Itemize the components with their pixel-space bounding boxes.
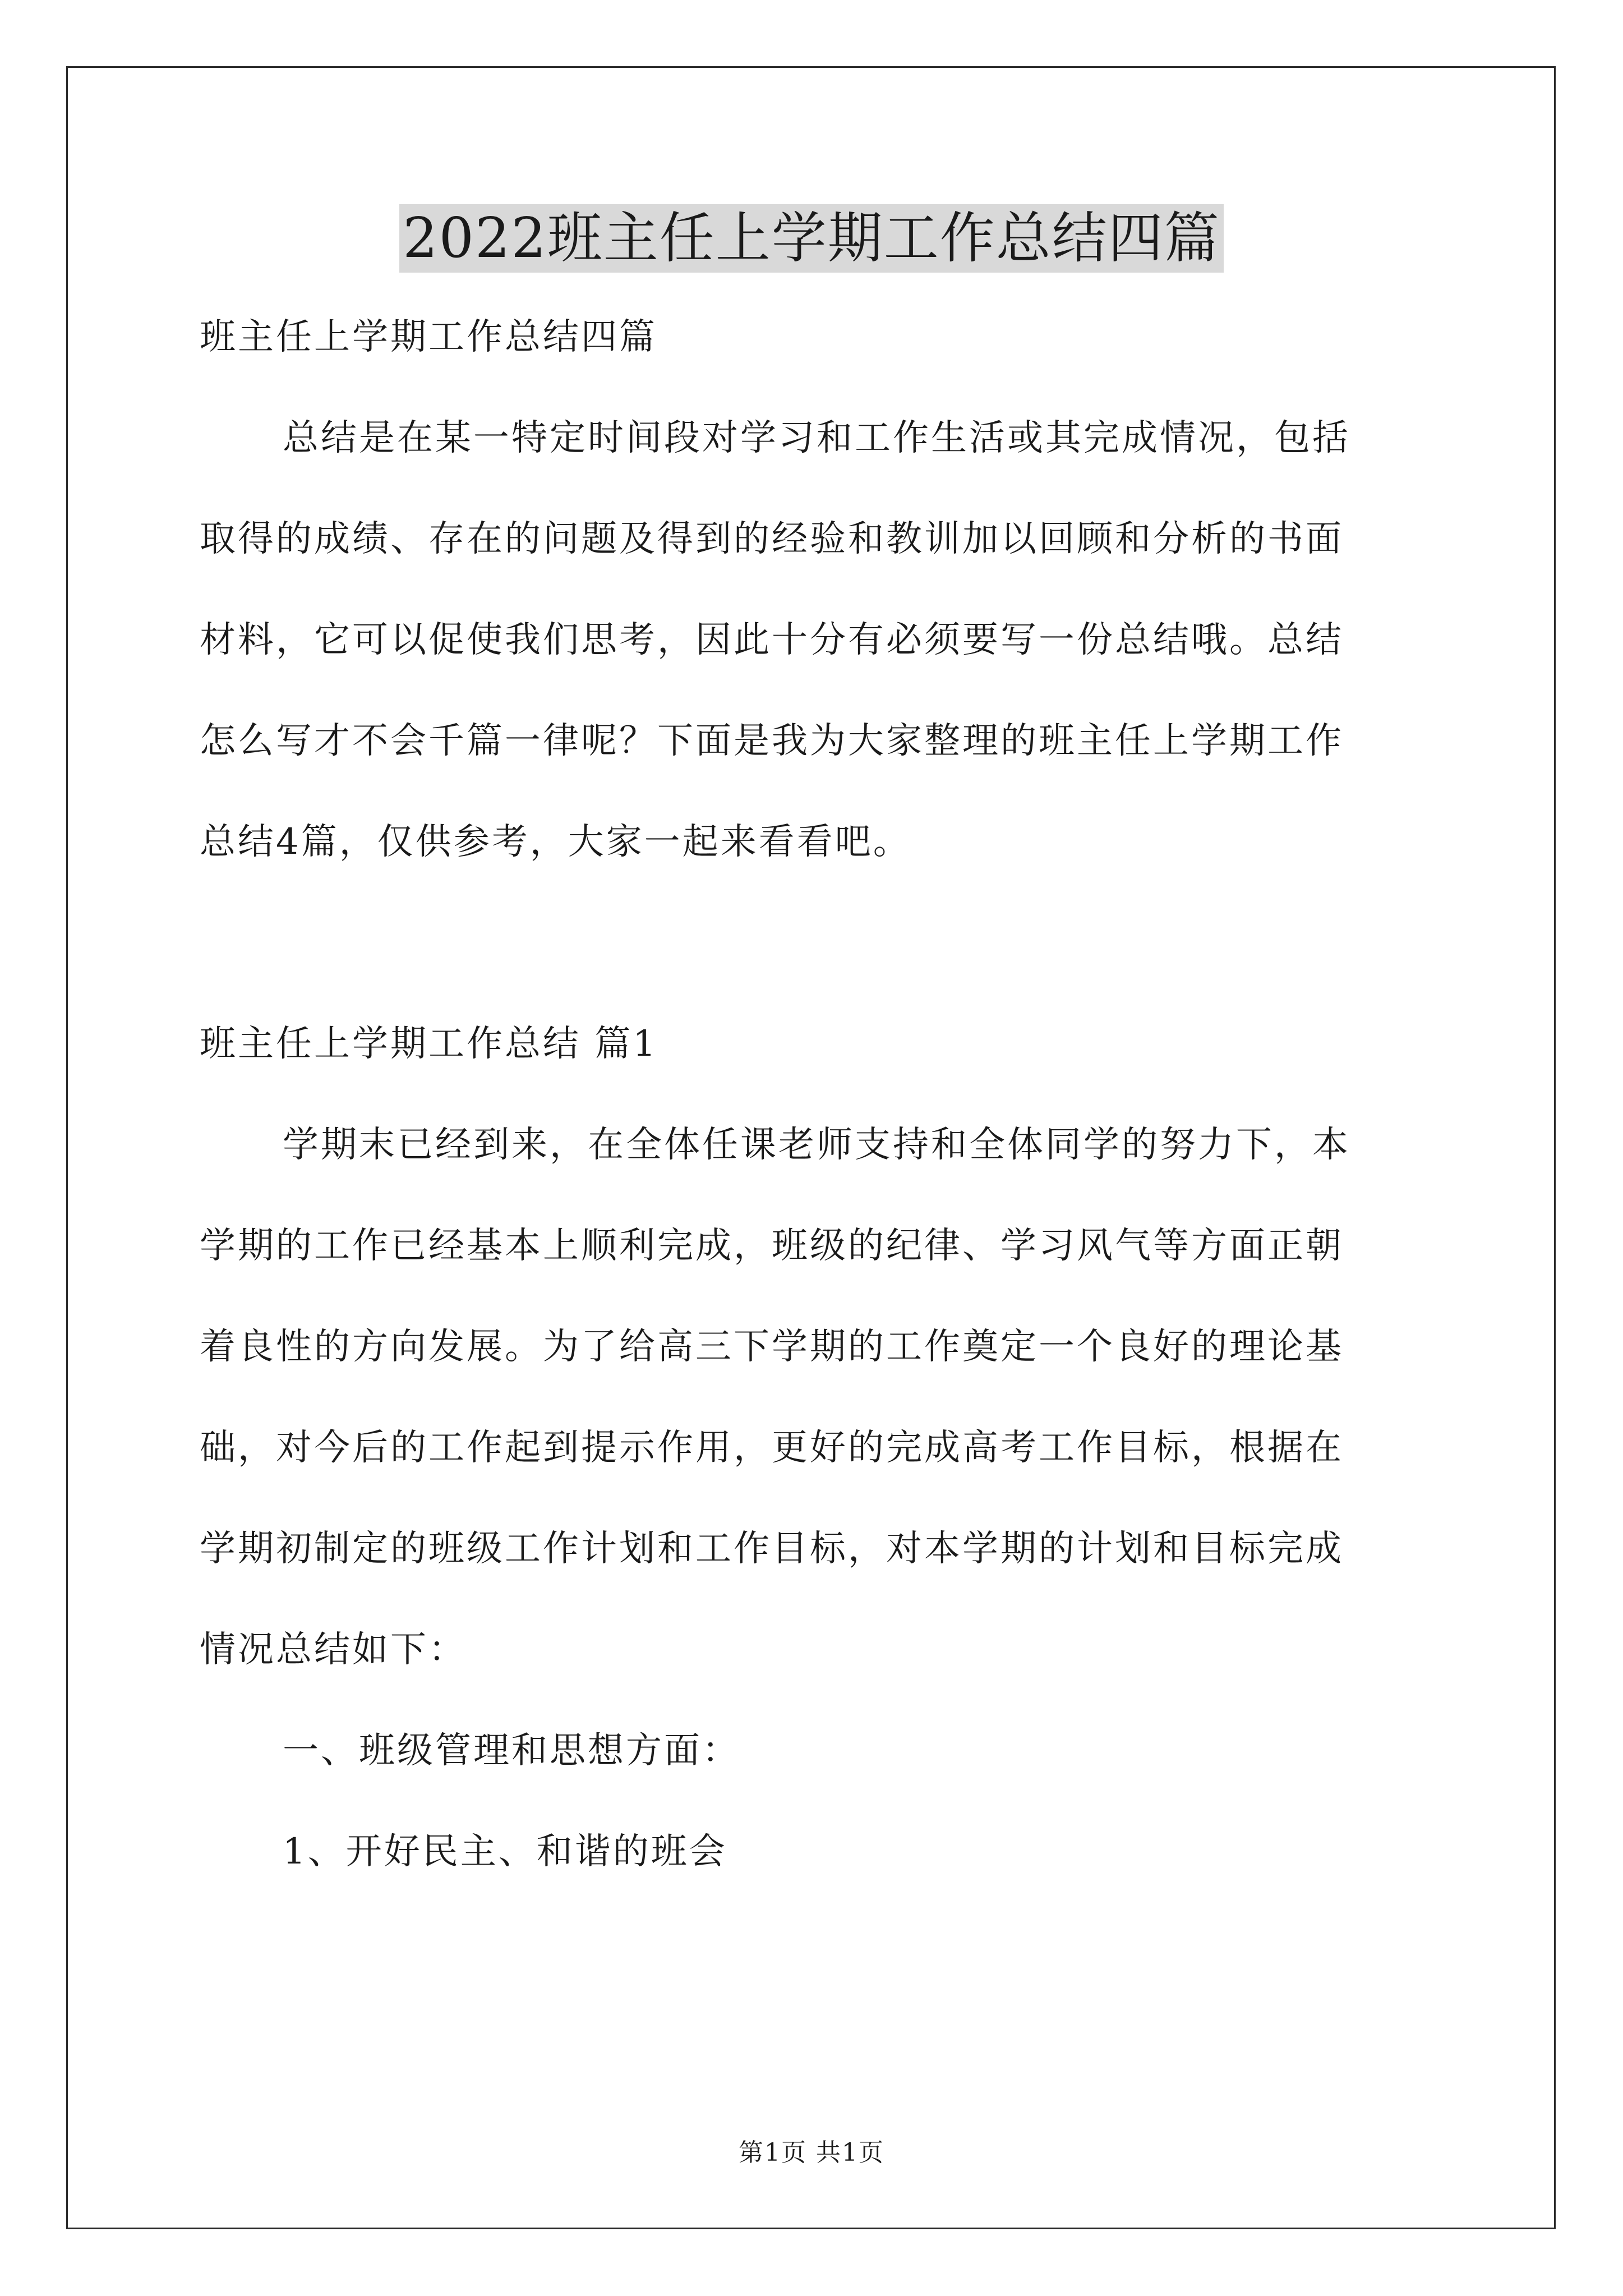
section-line: 情况总结如下： — [200, 1629, 467, 1671]
intro-paragraph — [200, 413, 1428, 918]
document-body — [200, 312, 1428, 1927]
list-item-heading: 一、班级管理和思想方面： — [283, 1730, 740, 1772]
page-number: 第1页 共1页 — [739, 2138, 884, 2167]
section-heading: 班主任上学期工作总结 篇1 — [200, 1023, 658, 1065]
subtitle: 班主任上学期工作总结四篇 — [200, 316, 657, 358]
intro-line: 材料，它可以促使我们思考，因此十分有必须要写一份总结哦。总结 — [200, 619, 1344, 661]
section-line: 学期的工作已经基本上顺利完成，班级的纪律、学习风气等方面正朝 — [200, 1225, 1344, 1267]
intro-line: 取得的成绩、存在的问题及得到的经验和教训加以回顾和分析的书面 — [200, 518, 1344, 560]
section-line: 着良性的方向发展。为了给高三下学期的工作奠定一个良好的理论基 — [200, 1326, 1344, 1368]
intro-line: 总结4篇，仅供参考，大家一起来看看吧。 — [200, 821, 911, 863]
intro-line: 总结是在某一特定时间段对学习和工作生活或其完成情况，包括 — [283, 417, 1350, 459]
section-line: 础，对今后的工作起到提示作用，更好的完成高考工作目标，根据在 — [200, 1427, 1344, 1469]
section-paragraph — [200, 1120, 1428, 1726]
section-line: 学期末已经到来，在全体任课老师支持和全体同学的努力下，本 — [283, 1124, 1350, 1166]
list-item-subheading: 1、开好民主、和谐的班会 — [283, 1831, 727, 1872]
document-title-text: 2022班主任上学期工作总结四篇 — [399, 204, 1223, 273]
section-line: 学期初制定的班级工作计划和工作目标，对本学期的计划和目标完成 — [200, 1528, 1344, 1570]
intro-line: 怎么写才不会千篇一律呢？下面是我为大家整理的班主任上学期工作 — [200, 720, 1344, 762]
document-title — [0, 202, 1623, 275]
section-spacer — [200, 918, 1428, 1019]
